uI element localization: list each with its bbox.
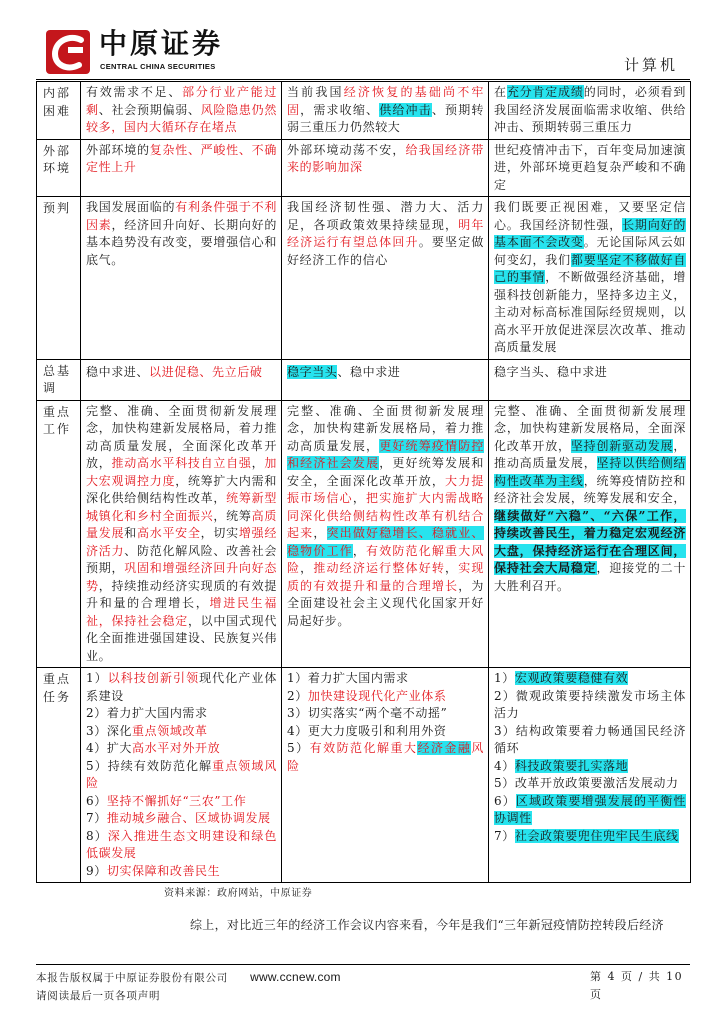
row-label-key-tasks: 重点任务 [37, 668, 81, 883]
red-emphasis-text: 加大宏观调控力度 [86, 456, 277, 488]
text-segment: 3）深化 [86, 723, 133, 738]
highlighted-text: 供给冲击 [379, 102, 432, 117]
company-logo-english: CENTRAL CHINA SECURITIES [100, 62, 216, 71]
cell-key-work-col-1 [81, 400, 282, 668]
text-segment: ，切实 [200, 526, 239, 540]
text-segment: ， [313, 526, 327, 540]
footer-divider [36, 964, 690, 965]
text-segment: ，迎接党的二十大胜利召开。 [494, 561, 686, 593]
row-label-outlook: 预判 [37, 197, 81, 360]
text-segment: 5）改革开放政策要激活发展动力 [494, 776, 679, 790]
text-segment: 7） [86, 811, 107, 825]
text-segment: 9） [86, 863, 107, 878]
table-row-internal-difficulties [37, 82, 691, 140]
red-emphasis-text: 把实施扩大内需战略同深化供给侧结构性改革有机结合起来 [287, 491, 484, 540]
text-segment: 1） [494, 671, 515, 685]
cell-general-tone-col-2 [282, 359, 489, 400]
highlighted-text: 坚持以供给侧结构性改革为主线 [494, 456, 686, 488]
row-label-internal-difficulties: 内部困难 [37, 82, 81, 140]
red-emphasis-text: 巩固和增强经济回升向好态势 [86, 561, 277, 593]
text-segment: 完整、准确、全面贯彻新发展理念，加快构建新发展格局，着力推动高质量发展， [287, 403, 484, 453]
text-segment: 6） [86, 793, 107, 808]
highlighted-text: 继续做好“六稳”、“六保”工作，持续改善民生，着力稳定宏观经济大盘，保持经济运行在合理区间，保持社会大局稳定 [494, 508, 686, 575]
table-row-key-work [37, 400, 691, 668]
cell-paragraph [494, 84, 686, 137]
report-sector: 计算机 [624, 56, 679, 74]
list-item [86, 793, 277, 811]
red-emphasis-text: 部分行业产能过剩 [86, 85, 277, 117]
economic-work-conference-comparison-table [36, 81, 691, 883]
text-segment: 2） [287, 688, 308, 703]
red-emphasis-text: 增进民生福祉，保持社会稳定 [86, 596, 277, 628]
disclaimer-note: 请阅读最后一页各项声明 [36, 990, 161, 1002]
list-item [494, 688, 686, 723]
cell-paragraph [86, 403, 277, 666]
cell-general-tone-col-3 [489, 359, 691, 400]
red-emphasis-text: 重点领域风险 [86, 758, 277, 790]
list-item [86, 828, 277, 863]
cell-external-environment-col-1 [81, 139, 282, 197]
table-row-general-tone [37, 359, 691, 400]
cell-key-work-col-2 [282, 400, 489, 668]
text-segment: ，经济回升向好、长期向好的基本趋势没有改变，要增强信心和底气。 [86, 217, 277, 267]
list-item [287, 670, 484, 688]
list-item [86, 863, 277, 881]
text-segment: 的同时，必须看到我国经济发展面临需求收缩、供给冲击、预期转弱三重压力 [494, 85, 686, 134]
cell-paragraph [494, 142, 686, 195]
text-segment: 稳字当头、稳中求进 [494, 364, 608, 379]
red-emphasis-text: 有效防范化解重大 [309, 741, 418, 755]
highlighted-text: 区域政策要增强发展的平衡性协调性 [494, 793, 686, 825]
text-segment: 4） [494, 758, 515, 773]
list-item [287, 705, 484, 723]
list-item [287, 740, 484, 775]
text-segment: ，统筹 [213, 508, 252, 523]
red-emphasis-text: 以进促稳、先立后破 [149, 364, 263, 379]
cell-paragraph [287, 199, 484, 269]
text-segment: 5）持续有效防范化解 [86, 758, 213, 773]
text-segment: ，不断做强经济基础，增强科技创新能力，坚持多边主义，主动对标高标准国际经贸规则，以高水平开放促进深层次改革、推动高质量发展 [494, 270, 686, 354]
red-emphasis-text: 深入推进生态文明建设和绿色低碳发展 [86, 828, 277, 860]
red-emphasis-text: 推动高水平科技自立自强 [111, 456, 252, 470]
text-segment: 、社会预期偏弱、 [98, 102, 201, 117]
cell-general-tone-col-1 [81, 359, 282, 400]
text-segment: 2）着力扩大国内需求 [86, 706, 208, 720]
list-item [287, 723, 484, 741]
table-row-external-environment [37, 139, 691, 197]
cell-paragraph [287, 403, 484, 631]
body-paragraph: 综上，对比近三年的经济工作会议内容来看，今年是我们“三年新冠疫情防控转段后经济 [190, 918, 664, 932]
text-segment: 当前我国 [287, 85, 344, 99]
highlighted-text: 都要坚定不移做好自己的事情 [494, 252, 686, 284]
cell-external-environment-col-2 [282, 139, 489, 197]
text-segment: 、预期转弱三重压力仍然较大 [287, 102, 484, 134]
red-emphasis-text: 统筹新型城镇化和乡村全面振兴 [86, 491, 277, 523]
red-emphasis-text: 复杂性、严峻性、不确定性上升 [86, 142, 277, 174]
cell-paragraph [287, 364, 484, 382]
cell-paragraph [494, 364, 686, 382]
list-item [86, 810, 277, 828]
comparison-table-body [37, 82, 691, 883]
text-segment: 外部环境的 [86, 142, 150, 157]
text-segment: ，需求收缩、 [300, 102, 380, 117]
red-emphasis-text: 有利条件强于不利因素 [86, 200, 277, 232]
text-segment: 我国经济韧性强、潜力大、活力足，各项政策效果持续显现， [287, 200, 484, 232]
text-segment: 4）更大力度吸引和利用外资 [287, 723, 447, 738]
red-emphasis-text: 实现质的有效提升和量的合理增长 [287, 561, 484, 593]
red-emphasis-text: 风险隐患仍然较多，国内大循环存在堵点 [86, 102, 277, 134]
red-emphasis-text: 推动经济运行整体好转 [313, 561, 446, 575]
text-segment: 我们既要正视困难，又要坚定信心。我国经济韧性强， [494, 200, 686, 232]
text-segment: ，推动高质量发展， [494, 438, 686, 470]
page-number: 第 4 页 / 共 10 页 [590, 970, 684, 1001]
text-segment: ，为全面建设社会主义现代化国家开好局起好步。 [287, 578, 484, 628]
cell-paragraph [287, 84, 484, 137]
text-segment: 2）微观政策要持续激发市场主体活力 [494, 688, 686, 720]
text-segment: 现代化产业体系建设 [86, 671, 277, 703]
list-item [494, 828, 686, 846]
cell-internal-difficulties-col-2 [282, 82, 489, 140]
company-emblem-icon [44, 28, 92, 76]
text-segment: ，更好统筹发展和安全，全面深化改革开放， [287, 456, 484, 488]
list-item [86, 723, 277, 741]
list-item [494, 758, 686, 776]
list-item [86, 758, 277, 793]
text-segment: ， [300, 561, 314, 575]
highlighted-text: 科技政策要扎实落地 [514, 758, 629, 773]
text-segment: 4）扩大 [86, 741, 133, 755]
row-label-general-tone: 总基调 [37, 359, 81, 400]
red-emphasis-text: 坚持不懈抓好“三农”工作 [106, 793, 247, 808]
red-emphasis-text: 高质量发展 [86, 508, 277, 540]
text-segment: 7） [494, 828, 515, 843]
red-emphasis-text: 重点领域改革 [132, 723, 208, 738]
text-segment: 6） [494, 793, 516, 808]
list-item [494, 793, 686, 828]
highlighted-text: 突出做好稳增长、稳就业、稳物价工作 [287, 526, 484, 558]
text-segment: ， [445, 561, 459, 575]
red-emphasis-text: 推动城乡融合、区域协调发展 [106, 811, 271, 825]
text-segment: 1）着力扩大国内需求 [287, 671, 409, 685]
text-segment: 完整、准确、全面贯彻新发展理念，加快构建新发展格局，着力推动高质量发展，全面深化改革开放， [86, 403, 277, 470]
footer-line-1 [36, 968, 456, 987]
text-segment: ，以中国式现代化全面推进强国建设、民族复兴伟业。 [86, 613, 277, 663]
cell-outlook-col-1 [81, 197, 282, 360]
text-segment: ，统筹疫情防控和经济社会发展，统筹发展和安全， [494, 473, 686, 505]
red-emphasis-text: 以科技创新引领 [107, 671, 200, 685]
highlighted-text: 坚持创新驱动发展 [570, 438, 674, 453]
text-segment: 1） [86, 671, 108, 685]
company-logo-name: 中原证券 [99, 27, 224, 60]
cell-paragraph [86, 84, 277, 137]
list-item [287, 688, 484, 706]
red-emphasis-text: 经济恢复的基础尚不牢固 [287, 85, 484, 117]
highlighted-text: 宏观政策要稳健有效 [514, 671, 629, 685]
cell-paragraph [86, 364, 277, 382]
text-segment: ，持续推动经济实现质的有效提升和量的合理增长， [86, 578, 277, 610]
header-divider [36, 79, 690, 80]
red-emphasis-text: 明年经济运行有望总体回升 [287, 217, 484, 249]
text-segment: 外部环境动荡不安， [287, 142, 406, 157]
list-item [494, 723, 686, 758]
copyright-notice: 本报告版权属于中原证券股份有限公司 [36, 972, 229, 984]
list-item [494, 670, 686, 688]
cell-outlook-col-2 [282, 197, 489, 360]
text-segment: 稳中求进、 [86, 364, 150, 379]
cell-key-tasks-col-2 [282, 668, 489, 883]
highlighted-text: 经济金融 [417, 741, 472, 755]
cell-paragraph [86, 142, 277, 177]
highlighted-text: 充分肯定成绩 [506, 85, 584, 99]
text-segment: ， [251, 456, 265, 470]
text-segment: 5） [287, 741, 310, 755]
cell-paragraph [494, 199, 686, 357]
highlighted-text: 长期向好的基本面不会改变 [494, 217, 686, 249]
red-emphasis-text: 风险 [287, 741, 485, 773]
text-segment: ， [352, 491, 367, 505]
text-segment: 3）结构政策要着力畅通国民经济循环 [494, 723, 686, 755]
cell-internal-difficulties-col-1 [81, 82, 282, 140]
text-segment: 。无论国际风云如何变幻，我们 [494, 235, 686, 267]
list-item [86, 670, 277, 705]
row-label-external-environment: 外部环境 [37, 139, 81, 197]
text-segment: 我国发展面临的 [86, 200, 176, 214]
highlighted-text: 稳字当头 [287, 364, 338, 379]
cell-key-tasks-col-1 [81, 668, 282, 883]
red-emphasis-text: 增强经济活力 [86, 526, 277, 558]
text-segment: ，统筹扩大内需和深化供给侧结构性改革， [86, 473, 277, 505]
cell-paragraph [494, 403, 686, 596]
red-emphasis-text: 有效防范化解重大风险 [287, 543, 484, 575]
list-item [494, 775, 686, 793]
red-emphasis-text: 切实保障和改善民生 [106, 863, 221, 878]
highlighted-text: 更好统筹疫情防控和经济社会发展 [287, 438, 484, 470]
report-content [36, 81, 690, 933]
cell-paragraph [287, 142, 484, 177]
table-row-key-tasks [37, 668, 691, 883]
text-segment: 世纪疫情冲击下，百年变局加速演进，外部环境更趋复杂严峻和不确定 [494, 142, 686, 192]
text-segment: 完整、准确、全面贯彻新发展理念，加快构建新发展格局，全面深化改革开放， [494, 403, 686, 453]
cell-key-work-col-3 [489, 400, 691, 668]
cell-outlook-col-3 [489, 197, 691, 360]
red-emphasis-text: 加快建设现代化产业体系 [307, 688, 447, 703]
red-emphasis-text: 高水平对外开放 [132, 741, 221, 755]
text-segment: 、稳中求进 [337, 364, 401, 379]
company-website: www.ccnew.com [250, 970, 341, 984]
red-emphasis-text: 大力提振市场信心 [287, 473, 484, 505]
red-emphasis-text: 高水平安全 [136, 526, 201, 540]
table-row-outlook [37, 197, 691, 360]
cell-key-tasks-col-3 [489, 668, 691, 883]
text-segment: 。要坚定做好经济工作的信心 [287, 235, 484, 267]
text-segment: 3）切实落实“两个毫不动摇” [287, 706, 448, 720]
text-segment: 在 [494, 85, 507, 99]
text-segment: 有效需求不足、 [86, 85, 183, 99]
cell-external-environment-col-3 [489, 139, 691, 197]
text-segment: 和 [124, 526, 137, 540]
red-emphasis-text: 给我国经济带来的影响加深 [287, 142, 484, 174]
cell-paragraph [86, 199, 277, 269]
footer-info [36, 968, 456, 1005]
list-item [86, 705, 277, 723]
table-source-note: 资料来源：政府网站，中原证券 [164, 888, 313, 899]
list-item [86, 740, 277, 758]
text-segment: ， [352, 543, 367, 558]
row-label-key-work: 重点工作 [37, 400, 81, 668]
text-segment: 8） [86, 828, 108, 843]
highlighted-text: 社会政策要兜住兜牢民生底线 [514, 828, 679, 843]
cell-internal-difficulties-col-3 [489, 82, 691, 140]
text-segment: 、防范化解风险、改善社会预期， [86, 543, 277, 575]
